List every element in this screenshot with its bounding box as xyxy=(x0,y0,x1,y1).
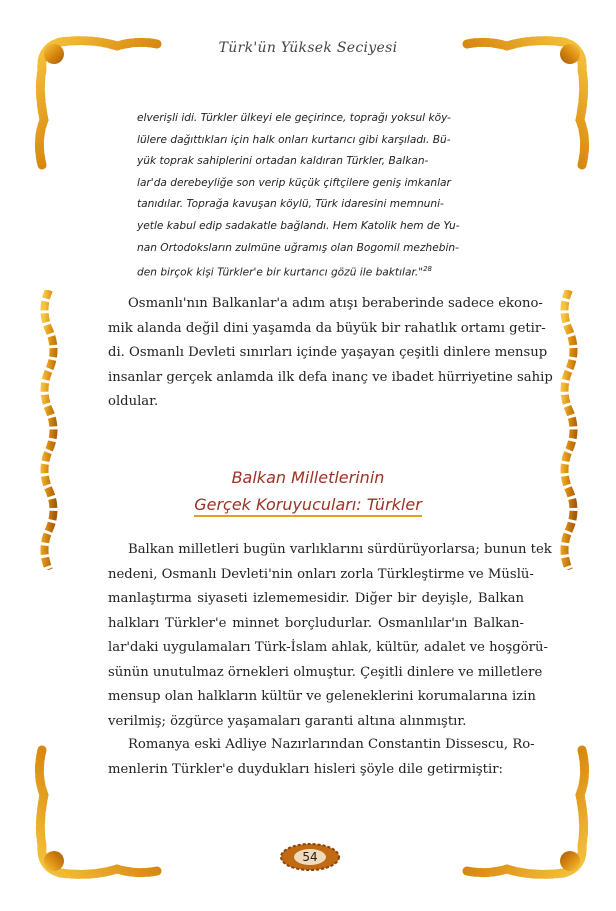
quote-line-text: den birçok kişi Türkler'e bir kurtarıcı gözü ile baktılar." xyxy=(137,266,424,279)
body-line: sünün unutulmaz örnekleri olmuştur. Çeşitli dinlere ve milletlere xyxy=(108,664,543,680)
quote-line: lar'da derebeyliğe son verip küçük çiftçilere geniş imkanlar xyxy=(137,176,451,189)
section-heading-line2 xyxy=(0,495,616,514)
section-heading-line1: Balkan Milletlerinin xyxy=(231,468,385,487)
page-number: 54 xyxy=(302,850,318,864)
body-line: mik alanda değil dini yaşamda da büyük bir rahatlık ortamı getir- xyxy=(108,320,546,336)
quote-line: lülere dağıttıkları için halk onları kurtarıcı gibi karşıladı. Bü- xyxy=(137,133,451,146)
quote-line: nan Ortodoksların zulmüne uğramış olan Bogomil mezhebin- xyxy=(137,241,459,254)
body-line: halkları Türkler'e minnet borçludurlar. Osmanlılar'ın Balkan- xyxy=(108,615,524,631)
body-line: mensup olan halkların kültür ve geleneklerini korumalarına izin xyxy=(108,689,536,704)
body-line: manlaştırma siyaseti izlememesidir. Diğer bir deyişle, Balkan xyxy=(108,591,524,606)
quote-line-last xyxy=(137,259,477,281)
quote-line: yetle kabul edip sadakatle bağlandı. Hem Katolik hem de Yu- xyxy=(137,219,460,232)
body-line: Osmanlı'nın Balkanlar'a adım atışı beraberinde sadece ekono- xyxy=(128,296,543,311)
quote-line: tanıdılar. Toprağa kavuşan köylü, Türk idaresini memnuni- xyxy=(137,198,444,211)
side-ornament-left xyxy=(36,290,62,570)
body-line: Romanya eski Adliye Nazırlarından Constantin Dissescu, Ro- xyxy=(128,737,535,752)
body-line: insanlar gerçek anlamda ilk defa inanç ve ibadet hürriyetine sahip xyxy=(108,369,553,385)
footnote-ref: 28 xyxy=(423,265,433,274)
body-line: menlerin Türkler'e duydukları hisleri şöyle dile getirmiştir: xyxy=(108,761,503,777)
body-line: Balkan milletleri bugün varlıklarını sürdürüyorlarsa; bunun tek xyxy=(128,542,552,557)
block-quote xyxy=(137,108,477,281)
page-number-badge xyxy=(279,842,341,872)
paragraph-2 xyxy=(108,538,552,734)
body-line: di. Osmanlı Devleti sınırları içinde yaşayan çeşitli dinlere mensup xyxy=(108,345,548,360)
paragraph-3 xyxy=(108,733,535,782)
section-heading-underlined: Gerçek Koruyucuları: Türkler xyxy=(194,495,422,517)
paragraph-1 xyxy=(108,292,553,415)
body-line: verilmiş; özgürce yaşamaları garanti altına alınmıştır. xyxy=(108,713,467,729)
side-ornament-right xyxy=(556,290,582,570)
running-header: Türk'ün Yüksek Seciyesi xyxy=(218,40,398,56)
body-line: oldular. xyxy=(108,394,159,409)
body-line: lar'daki uygulamaları Türk-İslam ahlak, kültür, adalet ve hoşgörü- xyxy=(108,640,548,655)
quote-line: yük toprak sahiplerini ortadan kaldıran Türkler, Balkan- xyxy=(137,155,429,168)
quote-line: elverişli idi. Türkler ülkeyi ele geçirince, toprağı yoksul köy- xyxy=(137,112,451,124)
body-line: nedeni, Osmanlı Devleti'nin onları zorla Türkleştirme ve Müslü- xyxy=(108,566,534,582)
